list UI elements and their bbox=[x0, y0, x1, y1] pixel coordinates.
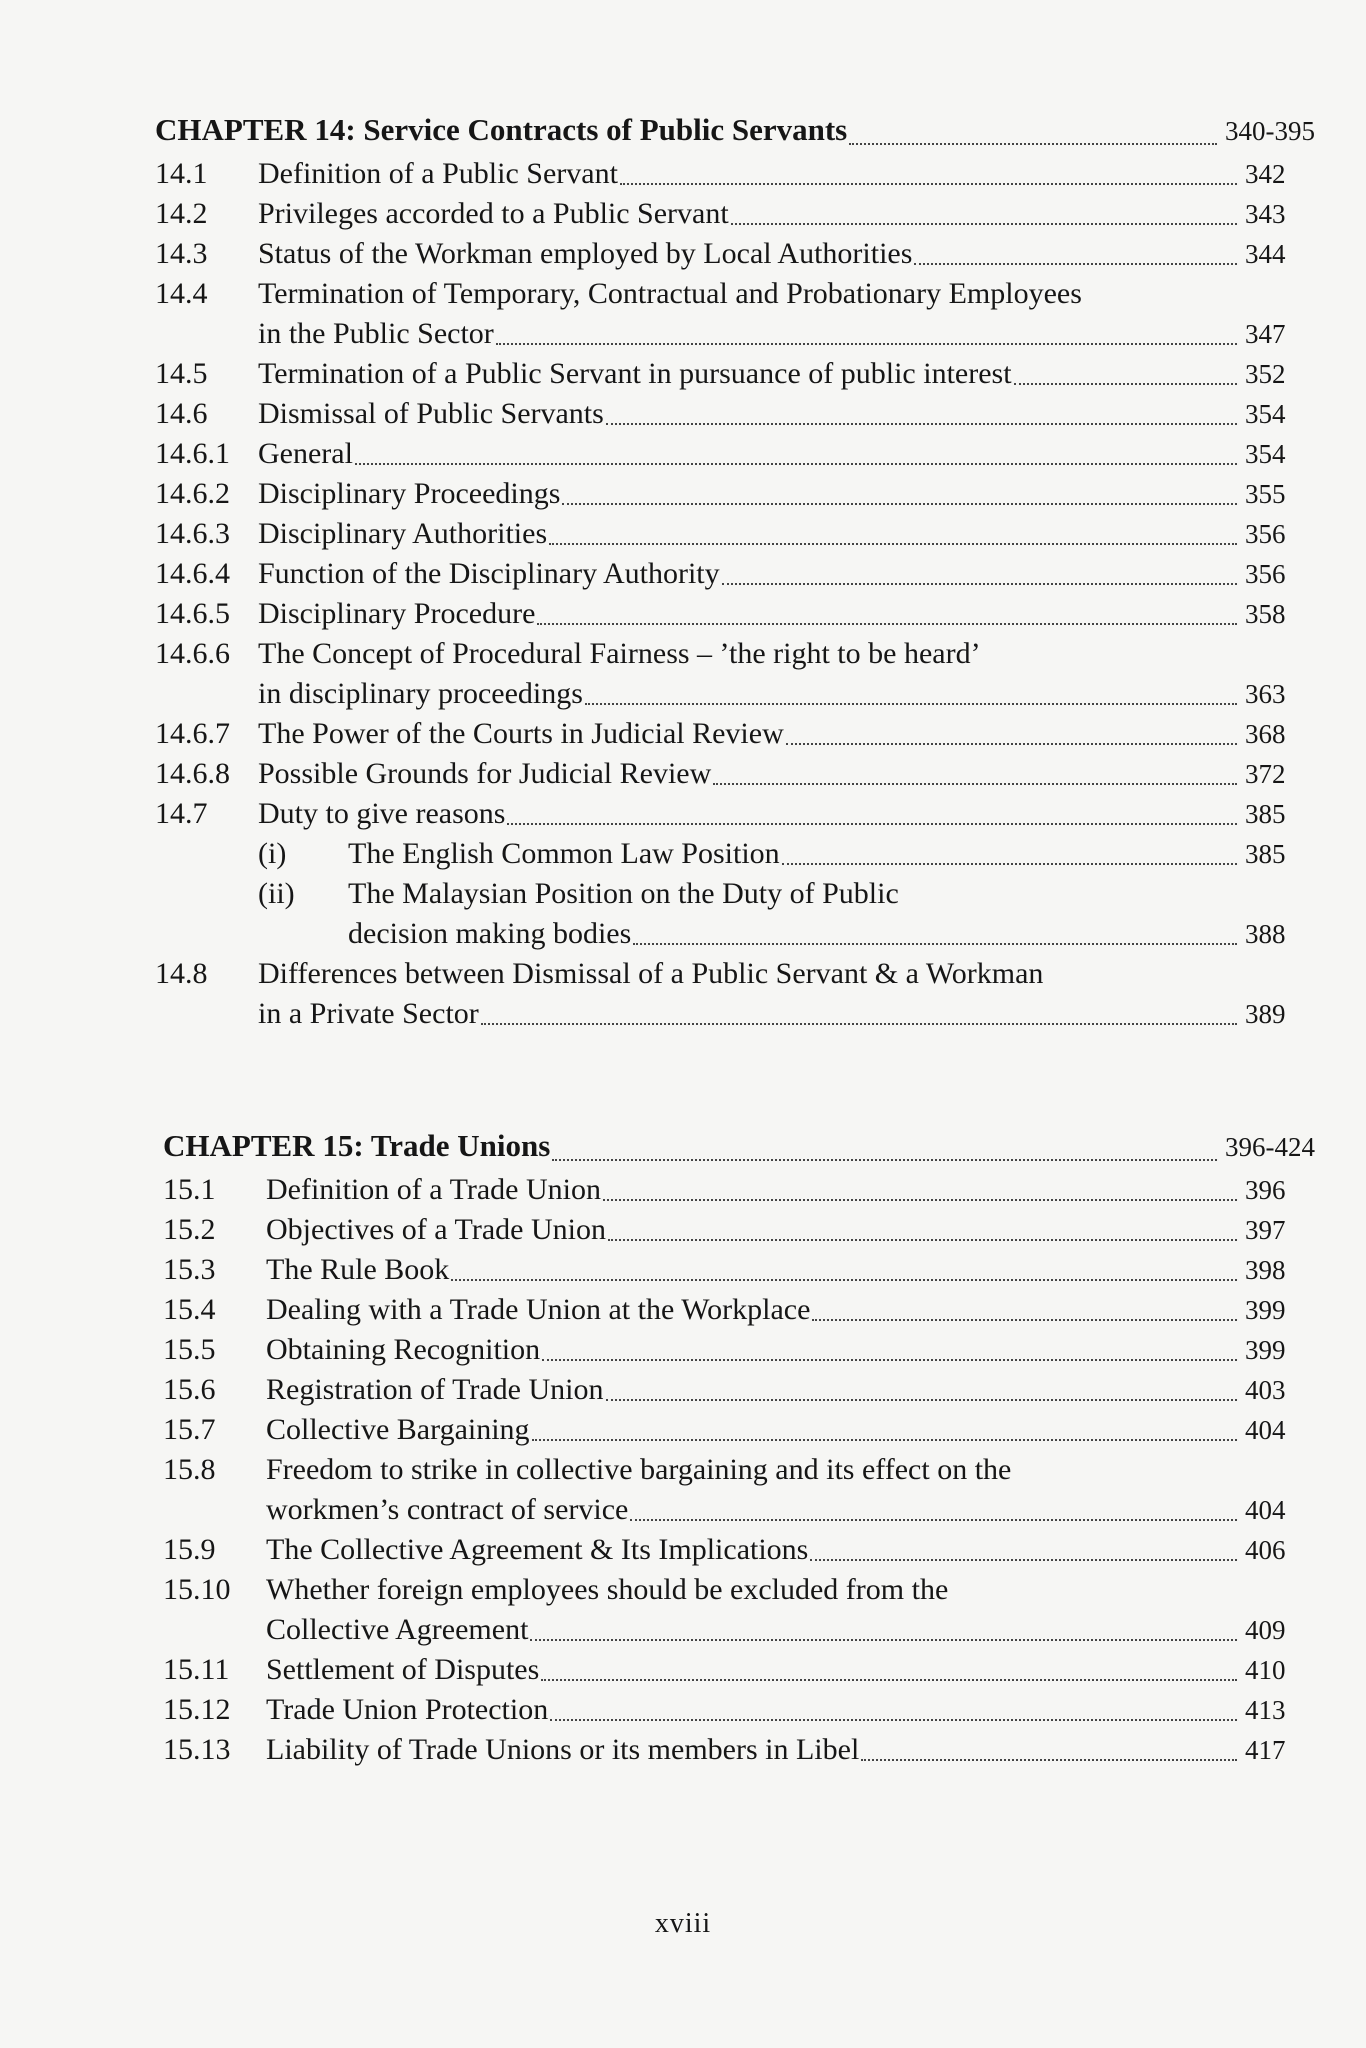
entry-title: The Power of the Courts in Judicial Review bbox=[258, 717, 784, 750]
leader-dots bbox=[355, 463, 1237, 465]
entry-page-number: 358 bbox=[1245, 599, 1286, 629]
entry-title: decision making bodies bbox=[348, 917, 632, 950]
leader-dots bbox=[849, 143, 1217, 145]
entry-number: 15.7 bbox=[163, 1413, 216, 1446]
toc-entry bbox=[155, 754, 1315, 794]
entry-number: 15.8 bbox=[163, 1453, 216, 1486]
entry-title: Definition of a Public Servant bbox=[258, 157, 618, 190]
chapter-14-section bbox=[155, 112, 1315, 1034]
entry-page-number: 396 bbox=[1245, 1175, 1286, 1205]
entry-title: Liability of Trade Unions or its members in Libel bbox=[266, 1733, 860, 1766]
toc-entry bbox=[155, 234, 1315, 274]
page-range: 396-424 bbox=[1225, 1132, 1315, 1162]
toc-entry bbox=[155, 594, 1315, 634]
toc-entry bbox=[163, 1570, 1315, 1650]
toc-entry bbox=[163, 1290, 1315, 1330]
entry-page-number: 352 bbox=[1245, 359, 1286, 389]
entry-number: 15.6 bbox=[163, 1373, 216, 1406]
leader-dots bbox=[606, 423, 1237, 425]
entry-number: 14.6.1 bbox=[155, 437, 230, 470]
entry-number: 14.6.7 bbox=[155, 717, 230, 750]
toc-entry bbox=[163, 1210, 1315, 1250]
entry-page-number: 363 bbox=[1245, 679, 1286, 709]
entry-page-number: 344 bbox=[1245, 239, 1286, 269]
entry-title: Settlement of Disputes bbox=[266, 1653, 540, 1686]
entry-page-number: 372 bbox=[1245, 759, 1286, 789]
leader-dots bbox=[550, 1719, 1237, 1721]
toc-entry bbox=[163, 1650, 1315, 1690]
entry-page-number: 385 bbox=[1245, 799, 1286, 829]
entry-number: 14.1 bbox=[155, 157, 208, 190]
entry-page-number: 385 bbox=[1245, 839, 1286, 869]
entry-number: 15.5 bbox=[163, 1333, 216, 1366]
entry-number: 14.6.2 bbox=[155, 477, 230, 510]
entry-page-number: 356 bbox=[1245, 519, 1286, 549]
entry-number: 14.6.5 bbox=[155, 597, 230, 630]
entry-title: Status of the Workman employed by Local Authorities bbox=[258, 237, 913, 270]
entry-number: 15.1 bbox=[163, 1173, 216, 1206]
leader-dots bbox=[782, 863, 1237, 865]
entry-page-number: 389 bbox=[1245, 999, 1286, 1029]
entry-page-number: 397 bbox=[1245, 1215, 1286, 1245]
entry-title: Definition of a Trade Union bbox=[266, 1173, 601, 1206]
entry-page-number: 388 bbox=[1245, 919, 1286, 949]
entry-number: 14.6.4 bbox=[155, 557, 230, 590]
leader-dots bbox=[786, 743, 1237, 745]
leader-dots bbox=[713, 783, 1237, 785]
entry-title: Duty to give reasons bbox=[258, 797, 506, 830]
leader-dots bbox=[914, 263, 1237, 265]
toc-entry bbox=[163, 1410, 1315, 1450]
entry-page-number: 404 bbox=[1245, 1495, 1286, 1525]
entry-title: in the Public Sector bbox=[258, 317, 494, 350]
entry-number: 14.6.6 bbox=[155, 637, 230, 670]
toc-sub-entry bbox=[155, 874, 1315, 954]
entry-page-number: 399 bbox=[1245, 1335, 1286, 1365]
leader-dots bbox=[530, 1639, 1237, 1641]
leader-dots bbox=[620, 183, 1237, 185]
entry-number: 15.10 bbox=[163, 1573, 231, 1606]
entry-page-number: 409 bbox=[1245, 1615, 1286, 1645]
entry-number: 15.13 bbox=[163, 1733, 231, 1766]
toc-entry bbox=[155, 714, 1315, 754]
entry-title: General bbox=[258, 437, 353, 470]
toc-entry bbox=[163, 1370, 1315, 1410]
entry-title: Function of the Disciplinary Authority bbox=[258, 557, 720, 590]
leader-dots bbox=[812, 1319, 1237, 1321]
leader-dots bbox=[731, 223, 1237, 225]
leader-dots bbox=[496, 343, 1237, 345]
leader-dots bbox=[608, 1239, 1237, 1241]
leader-dots bbox=[537, 623, 1237, 625]
entry-title: Obtaining Recognition bbox=[266, 1333, 541, 1366]
chapter-heading bbox=[163, 1128, 1315, 1170]
leader-dots bbox=[861, 1759, 1237, 1761]
entry-number: 14.7 bbox=[155, 797, 208, 830]
entry-page-number: 368 bbox=[1245, 719, 1286, 749]
entry-number: 14.2 bbox=[155, 197, 208, 230]
entry-title: Possible Grounds for Judicial Review bbox=[258, 757, 712, 790]
entry-page-number: 399 bbox=[1245, 1295, 1286, 1325]
toc-entry bbox=[163, 1450, 1315, 1530]
leader-dots bbox=[630, 1519, 1237, 1521]
entry-title: The Malaysian Position on the Duty of Public bbox=[348, 877, 899, 910]
entry-page-number: 355 bbox=[1245, 479, 1286, 509]
entry-page-number: 403 bbox=[1245, 1375, 1286, 1405]
entry-page-number: 417 bbox=[1245, 1735, 1286, 1765]
entry-title: The English Common Law Position bbox=[348, 837, 780, 870]
entry-title: in a Private Sector bbox=[258, 997, 479, 1030]
entry-page-number: 398 bbox=[1245, 1255, 1286, 1285]
entry-number: 14.6.3 bbox=[155, 517, 230, 550]
entry-title: Objectives of a Trade Union bbox=[266, 1213, 606, 1246]
entry-page-number: 413 bbox=[1245, 1695, 1286, 1725]
leader-dots bbox=[562, 503, 1237, 505]
toc-sub-entry bbox=[155, 834, 1315, 874]
toc-entry bbox=[163, 1250, 1315, 1290]
entry-page-number: 406 bbox=[1245, 1535, 1286, 1565]
entry-title: Collective Agreement bbox=[266, 1613, 529, 1646]
entry-number: 14.3 bbox=[155, 237, 208, 270]
entry-title: Disciplinary Proceedings bbox=[258, 477, 561, 510]
entry-title: The Concept of Procedural Fairness – ’the right to be heard’ bbox=[258, 637, 981, 670]
entry-title: Collective Bargaining bbox=[266, 1413, 530, 1446]
toc-entry bbox=[155, 634, 1315, 714]
leader-dots bbox=[1014, 383, 1237, 385]
entry-title: Termination of a Public Servant in pursuance of public interest bbox=[258, 357, 1012, 390]
entry-number: 14.6 bbox=[155, 397, 208, 430]
entry-number: (i) bbox=[258, 837, 287, 870]
leader-dots bbox=[585, 703, 1237, 705]
leader-dots bbox=[481, 1023, 1237, 1025]
entry-number: 15.11 bbox=[163, 1653, 230, 1686]
toc-entry bbox=[155, 554, 1315, 594]
leader-dots bbox=[451, 1279, 1237, 1281]
entry-number: 14.6.8 bbox=[155, 757, 230, 790]
entry-title: Privileges accorded to a Public Servant bbox=[258, 197, 729, 230]
entry-title: The Collective Agreement & Its Implications bbox=[266, 1533, 809, 1566]
leader-dots bbox=[633, 943, 1237, 945]
entry-page-number: 347 bbox=[1245, 319, 1286, 349]
toc-entry bbox=[155, 394, 1315, 434]
entry-title: workmen’s contract of service bbox=[266, 1493, 629, 1526]
toc-entry bbox=[155, 274, 1315, 354]
entry-title: Disciplinary Authorities bbox=[258, 517, 548, 550]
entry-title: in disciplinary proceedings bbox=[258, 677, 583, 710]
entry-number: 14.8 bbox=[155, 957, 208, 990]
toc-entry bbox=[163, 1730, 1315, 1770]
toc-entry bbox=[155, 434, 1315, 474]
entry-title: The Rule Book bbox=[266, 1253, 450, 1286]
leader-dots bbox=[606, 1399, 1238, 1401]
entry-page-number: 410 bbox=[1245, 1655, 1286, 1685]
entry-title: Differences between Dismissal of a Public Servant & a Workman bbox=[258, 957, 1044, 990]
leader-dots bbox=[549, 543, 1237, 545]
entry-number: 14.4 bbox=[155, 277, 208, 310]
entry-title: Disciplinary Procedure bbox=[258, 597, 536, 630]
entry-title: Dealing with a Trade Union at the Workplace bbox=[266, 1293, 811, 1326]
toc-entry bbox=[155, 194, 1315, 234]
chapter-title: CHAPTER 15: Trade Unions bbox=[163, 1128, 551, 1163]
chapter-15-section bbox=[163, 1128, 1315, 1770]
toc-entry bbox=[155, 514, 1315, 554]
leader-dots bbox=[603, 1199, 1237, 1201]
leader-dots bbox=[542, 1359, 1237, 1361]
entry-title: Registration of Trade Union bbox=[266, 1373, 604, 1406]
entry-number: 14.5 bbox=[155, 357, 208, 390]
toc-entry bbox=[155, 794, 1315, 834]
entry-title: Termination of Temporary, Contractual and Probationary Employees bbox=[258, 277, 1082, 310]
entry-number: (ii) bbox=[258, 877, 295, 910]
page-range: 340-395 bbox=[1225, 116, 1315, 146]
toc-entry bbox=[163, 1330, 1315, 1370]
toc-entry bbox=[163, 1530, 1315, 1570]
entry-number: 15.2 bbox=[163, 1213, 216, 1246]
entry-title: Dismissal of Public Servants bbox=[258, 397, 604, 430]
entry-number: 15.9 bbox=[163, 1533, 216, 1566]
leader-dots bbox=[552, 1159, 1217, 1161]
entry-title: Trade Union Protection bbox=[266, 1693, 549, 1726]
leader-dots bbox=[507, 823, 1237, 825]
chapter-title: CHAPTER 14: Service Contracts of Public Servants bbox=[155, 112, 848, 147]
entry-number: 15.12 bbox=[163, 1693, 231, 1726]
entry-page-number: 354 bbox=[1245, 439, 1286, 469]
leader-dots bbox=[722, 583, 1237, 585]
entry-page-number: 342 bbox=[1245, 159, 1286, 189]
entry-page-number: 343 bbox=[1245, 199, 1286, 229]
entry-number: 15.4 bbox=[163, 1293, 216, 1326]
toc-entry bbox=[155, 354, 1315, 394]
entry-page-number: 404 bbox=[1245, 1415, 1286, 1445]
entry-page-number: 354 bbox=[1245, 399, 1286, 429]
entry-page-number: 356 bbox=[1245, 559, 1286, 589]
entry-number: 15.3 bbox=[163, 1253, 216, 1286]
leader-dots bbox=[810, 1559, 1237, 1561]
entry-title: Freedom to strike in collective bargaining and its effect on the bbox=[266, 1453, 1012, 1486]
leader-dots bbox=[532, 1439, 1237, 1441]
entry-title: Whether foreign employees should be excluded from the bbox=[266, 1573, 949, 1606]
page-folio: xviii bbox=[654, 1908, 712, 1939]
chapter-heading bbox=[155, 112, 1315, 154]
toc-entry bbox=[155, 474, 1315, 514]
toc-entry bbox=[155, 154, 1315, 194]
toc-entry bbox=[163, 1690, 1315, 1730]
toc-entry bbox=[163, 1170, 1315, 1210]
toc-entry bbox=[155, 954, 1315, 1034]
leader-dots bbox=[541, 1679, 1237, 1681]
